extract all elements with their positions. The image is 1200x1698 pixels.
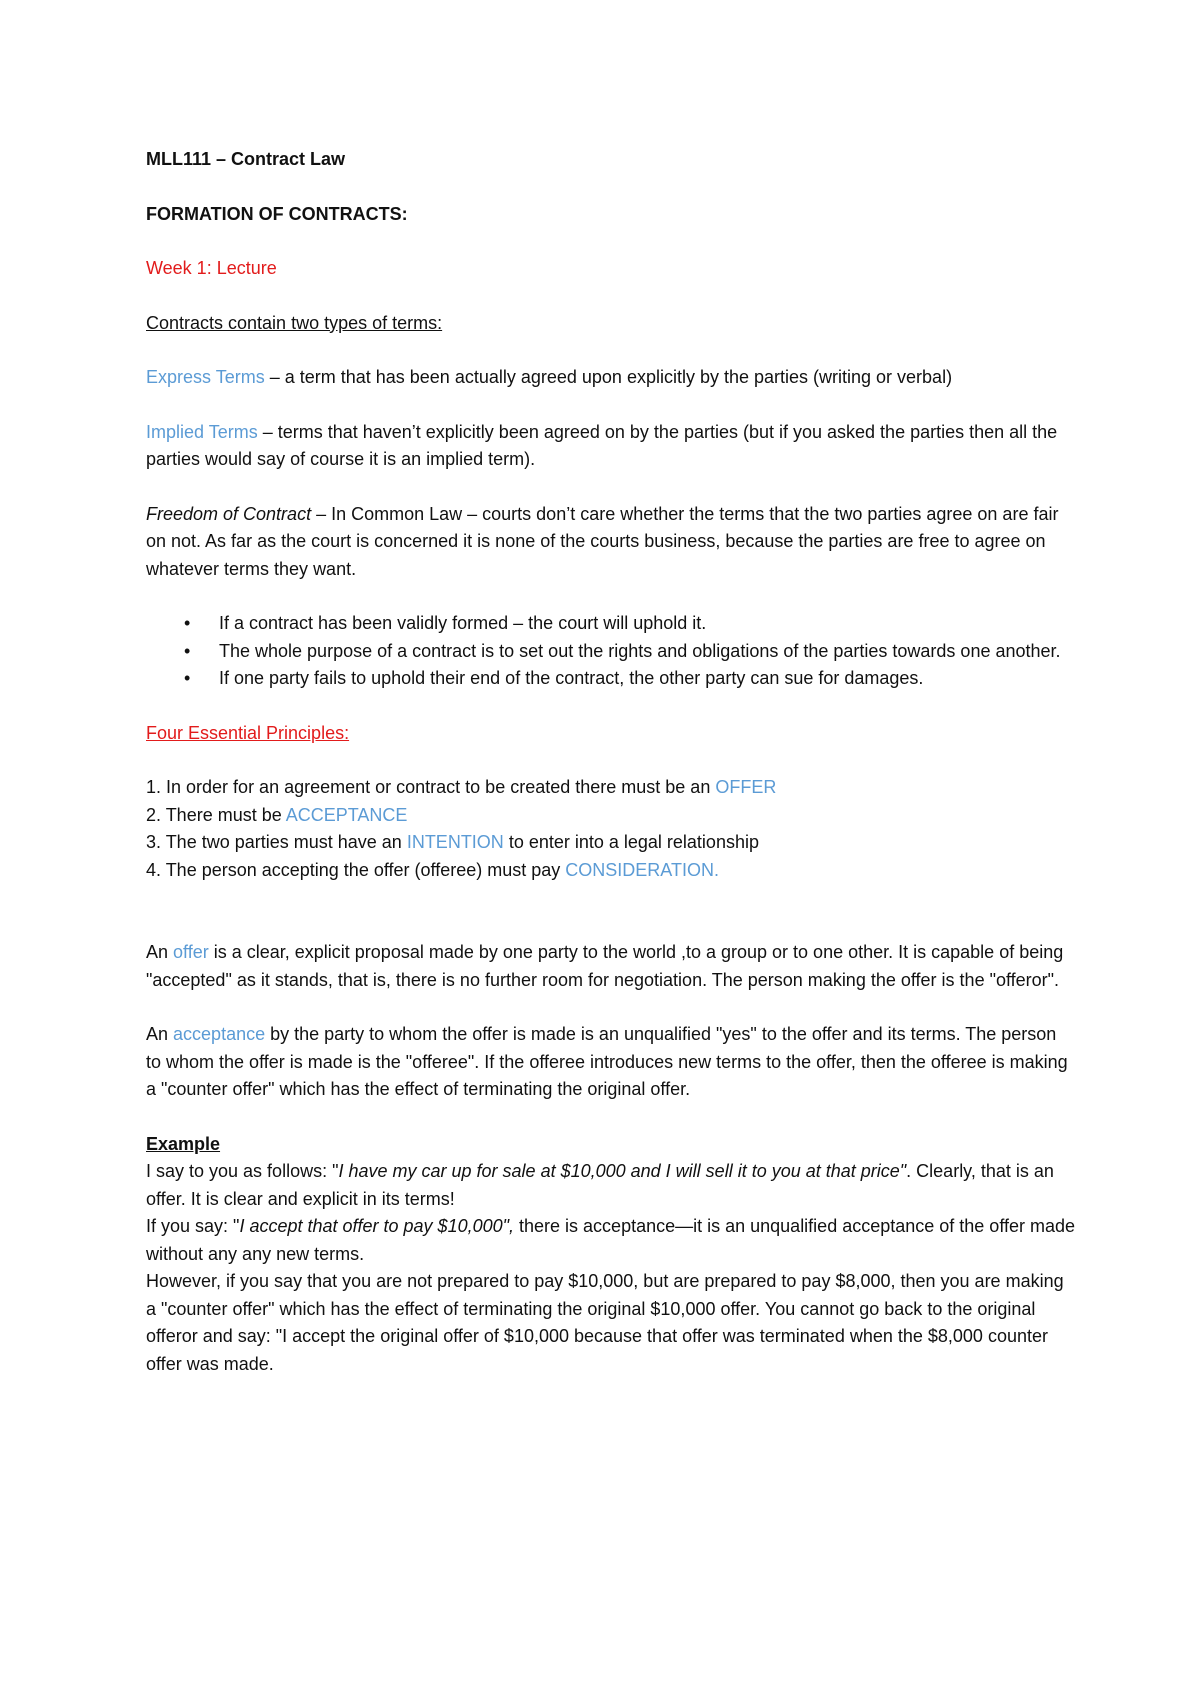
acceptance-keyword: acceptance — [173, 1024, 266, 1044]
bullet-icon: • — [184, 613, 191, 633]
example-line-counter-offer: However, if you say that you are not prepared to pay $10,000, but are prepared to pay $8,000, then you are making a "counter offer" which has the effect of terminating the original $10,000 offer. You cannot go back to the original offeror and say: "I accept the original offer of $10,000 because that offer was terminated when the $8,000 counter offer was made. — [146, 1271, 1064, 1374]
bullet-icon: • — [184, 640, 191, 661]
week-heading: Week 1: Lecture — [146, 258, 277, 278]
principle-keyword: INTENTION — [406, 832, 504, 852]
express-terms-label: Express Terms — [146, 367, 265, 387]
principle-item: 4. The person accepting the offer (offeree) must pay CONSIDERATION. — [146, 859, 719, 880]
principle-item: 3. The two parties must have an INTENTION to enter into a legal relationship — [146, 832, 759, 852]
principles-heading: Four Essential Principles: — [146, 722, 350, 743]
freedom-of-contract-paragraph — [146, 501, 1076, 584]
list-item: • The whole purpose of a contract is to set out the rights and obligations of the parties towards one another. — [146, 638, 1076, 666]
document-page — [146, 146, 1076, 1378]
principles-list — [146, 774, 1076, 884]
bullet-icon: • — [184, 668, 191, 688]
express-terms-definition: – a term that has been actually agreed upon explicitly by the parties (writing or verbal) — [264, 367, 953, 387]
principle-keyword: OFFER — [715, 777, 777, 797]
principle-keyword: CONSIDERATION. — [565, 859, 719, 880]
example-line-offer: I say to you as follows: "I have my car up for sale at $10,000 and I will sell it to you at that price". Clearly, that is an offer. It is clear and explicit in its terms! — [146, 1161, 1054, 1209]
offer-paragraph: An offer is a clear, explicit proposal made by one party to the world ,to a group or to one other. It is capable of being "accepted" as it stands, that is, there is no further room for negotiation. The person making the offer is the "offeror". — [146, 942, 1064, 990]
principle-keyword: ACCEPTANCE — [285, 804, 408, 825]
list-item: • If one party fails to uphold their end of the contract, the other party can sue for damages. — [146, 665, 1076, 693]
implied-terms-definition: – terms that haven’t explicitly been agreed on by the parties (but if you asked the parties then all the parties would say of course it is an implied term). — [146, 421, 1058, 469]
freedom-of-contract-definition: – In Common Law – courts don’t care whether the terms that the two parties agree on are fair on not. As far as the court is concerned it is none of the courts business, because the parties are free to agree on whatever terms they want. — [146, 503, 1059, 579]
example-line-acceptance: If you say: "I accept that offer to pay $10,000", there is acceptance—it is an unqualified acceptance of the offer made without any any new terms. — [146, 1216, 1076, 1264]
express-terms-paragraph — [146, 364, 1076, 392]
acceptance-paragraph: An acceptance by the party to whom the offer is made is an unqualified "yes" to the offer and its terms. The person to whom the offer is made is the "offeree". If the offeree introduces new terms to the offer, then the offeree is making a "counter offer" which has the effect of terminating the original offer. — [146, 1024, 1068, 1099]
implied-terms-paragraph — [146, 419, 1076, 474]
section-heading: FORMATION OF CONTRACTS: — [146, 203, 408, 224]
list-item: • If a contract has been validly formed – the court will uphold it. — [146, 610, 1076, 638]
implied-terms-label: Implied Terms — [146, 421, 258, 442]
principle-item: 2. There must be ACCEPTANCE — [146, 804, 408, 825]
freedom-of-contract-label: Freedom of Contract — [146, 503, 312, 524]
terms-heading: Contracts contain two types of terms: — [146, 312, 443, 333]
freedom-bullet-list — [146, 610, 1076, 693]
doc-title: MLL111 – Contract Law — [146, 149, 346, 169]
example-heading: Example — [146, 1133, 221, 1154]
offer-keyword: offer — [173, 942, 209, 962]
principle-item: 1. In order for an agreement or contract to be created there must be an OFFER — [146, 777, 777, 797]
